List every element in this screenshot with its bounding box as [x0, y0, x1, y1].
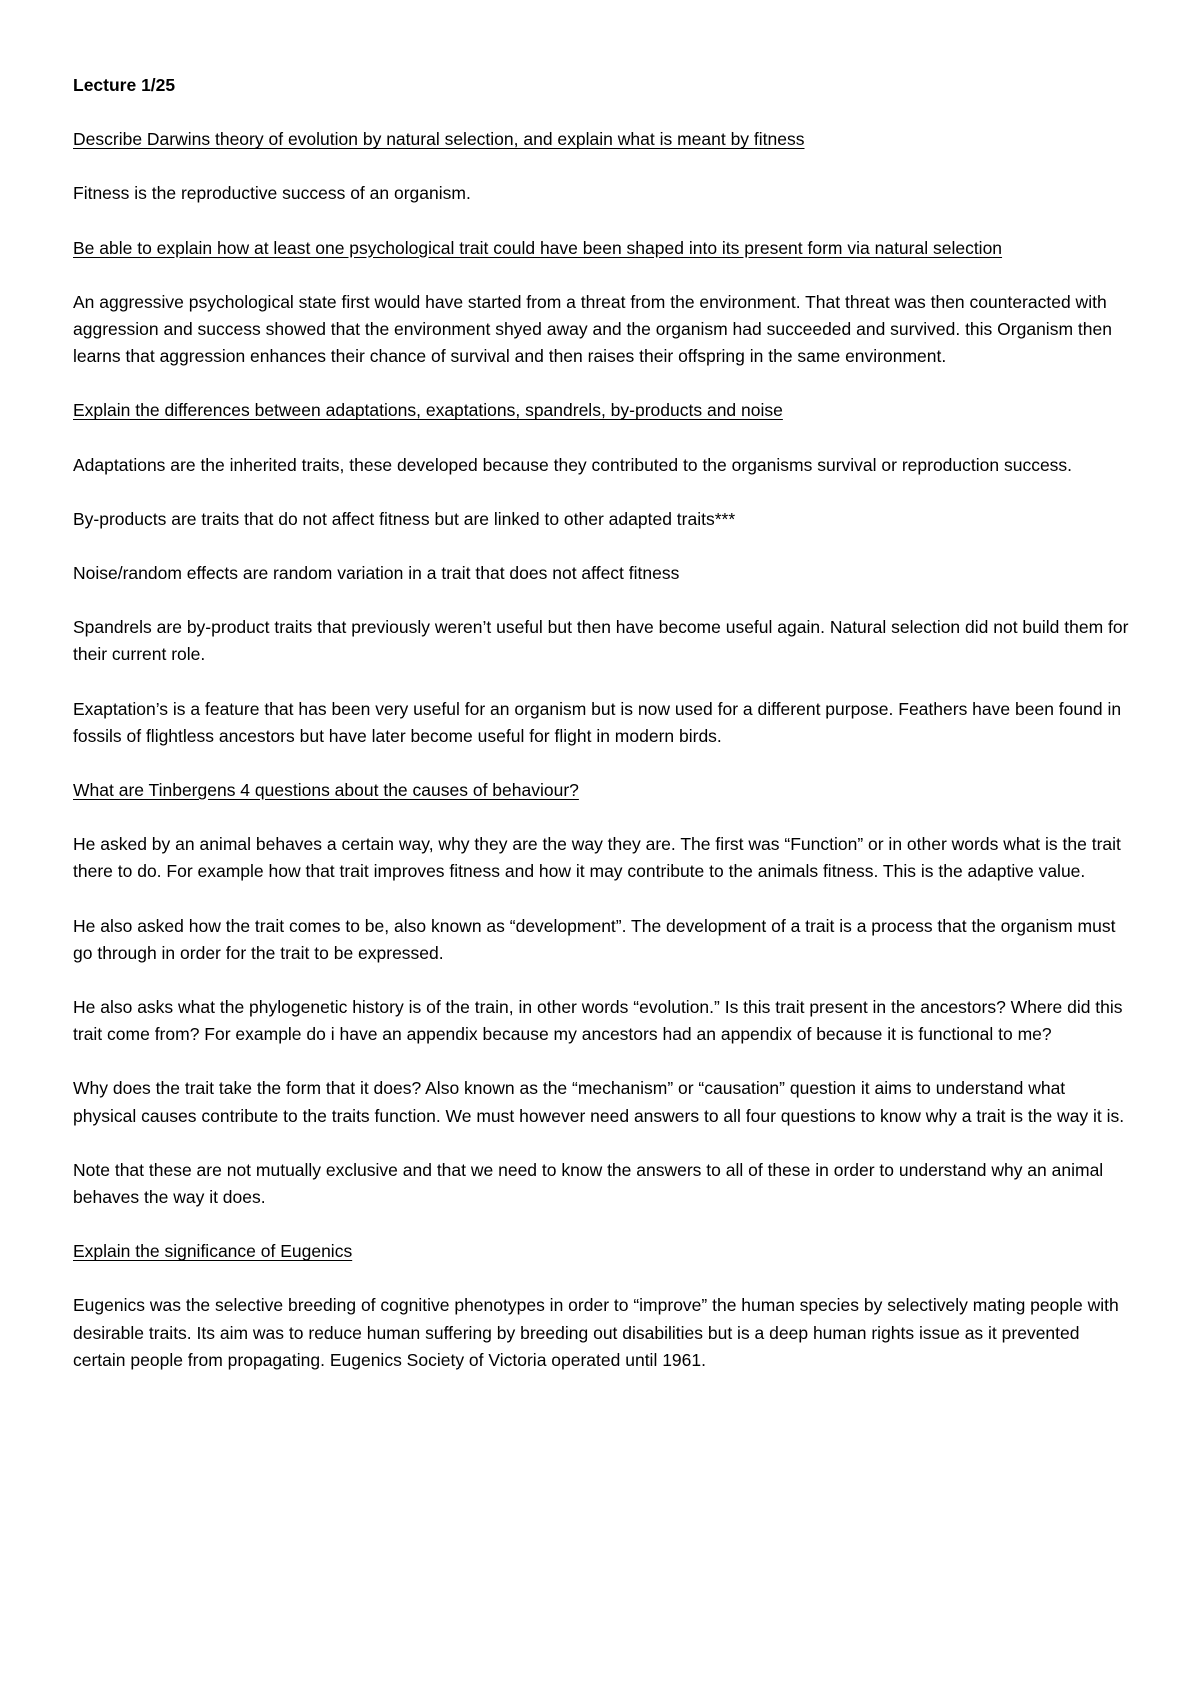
paragraph: He asked by an animal behaves a certain way, why they are the way they are. The first was “Function” or in other words what is the trait there to do. For example how that trait improves fitness and how it may contribute to the animals fitness. This is the adaptive value. [73, 834, 1121, 882]
paragraph: Why does the trait take the form that it does? Also known as the “mechanism” or “causation” question it aims to understand what physical causes contribute to the traits function. We must however need answers to all four questions to know why a trait is the way it is. [73, 1078, 1125, 1126]
section-heading: Be able to explain how at least one psychological trait could have been shaped into its present form via natural selection [73, 237, 1003, 258]
paragraph: Note that these are not mutually exclusive and that we need to know the answers to all of these in order to understand why an animal behaves the way it does. [73, 1159, 1104, 1208]
section-heading: Describe Darwins theory of evolution by natural selection, and explain what is meant by fitness [73, 129, 805, 150]
paragraph: By-products are traits that do not affect fitness but are linked to other adapted traits*** [73, 508, 736, 529]
paragraph: Noise/random effects are random variation in a trait that does not affect fitness [73, 563, 680, 584]
paragraph: Spandrels are by-product traits that previously weren’t useful but then have become useful again. Natural selection did not build them for their current role. [73, 617, 1129, 665]
section-heading: What are Tinbergens 4 questions about the causes of behaviour? [73, 780, 579, 801]
section-eugenics [73, 1238, 1133, 1374]
paragraph: Fitness is the reproductive success of an organism. [73, 183, 471, 204]
section-heading: Explain the significance of Eugenics [73, 1241, 353, 1262]
document-title: Lecture 1/25 [73, 75, 176, 95]
section-tinbergen [73, 777, 1133, 1211]
paragraph: Eugenics was the selective breeding of cognitive phenotypes in order to “improve” the human species by selectively mating people with desirable traits. Its aim was to reduce human suffering by breeding out disabilities but is a deep human rights issue as it prevented certain people from propagating. Eugenics Society of Victoria operated until 1961. [73, 1295, 1119, 1370]
section-psychological-trait [73, 235, 1133, 371]
paragraph: He also asked how the trait comes to be, also known as “development”. The development of a trait is a process that the organism must go through in order for the trait to be expressed. [73, 915, 1116, 963]
document-page [73, 72, 1133, 1401]
paragraph: Adaptations are the inherited traits, these developed because they contributed to the organisms survival or reproduction success. [73, 454, 1073, 475]
section-heading: Explain the differences between adaptations, exaptations, spandrels, by-products and noise [73, 400, 783, 421]
section-adaptations [73, 397, 1133, 750]
paragraph: An aggressive psychological state first would have started from a threat from the environment. That threat was then counteracted with aggression and success showed that the environment shyed away and the organism had succeeded and survived. this Organism then learns that aggression enhances their chance of survival and then raises their offspring in the same environment. [73, 291, 1112, 367]
paragraph: He also asks what the phylogenetic history is of the train, in other words “evolution.” Is this trait present in the ancestors? Where did this trait come from? For example do i have an appendix because my ancestors had an appendix of because it is functional to me? [73, 997, 1123, 1045]
paragraph: Exaptation’s is a feature that has been very useful for an organism but is now used for a different purpose. Feathers have been found in fossils of flightless ancestors but have later become useful for flight in modern birds. [73, 698, 1122, 746]
section-darwin-fitness [73, 126, 1133, 207]
